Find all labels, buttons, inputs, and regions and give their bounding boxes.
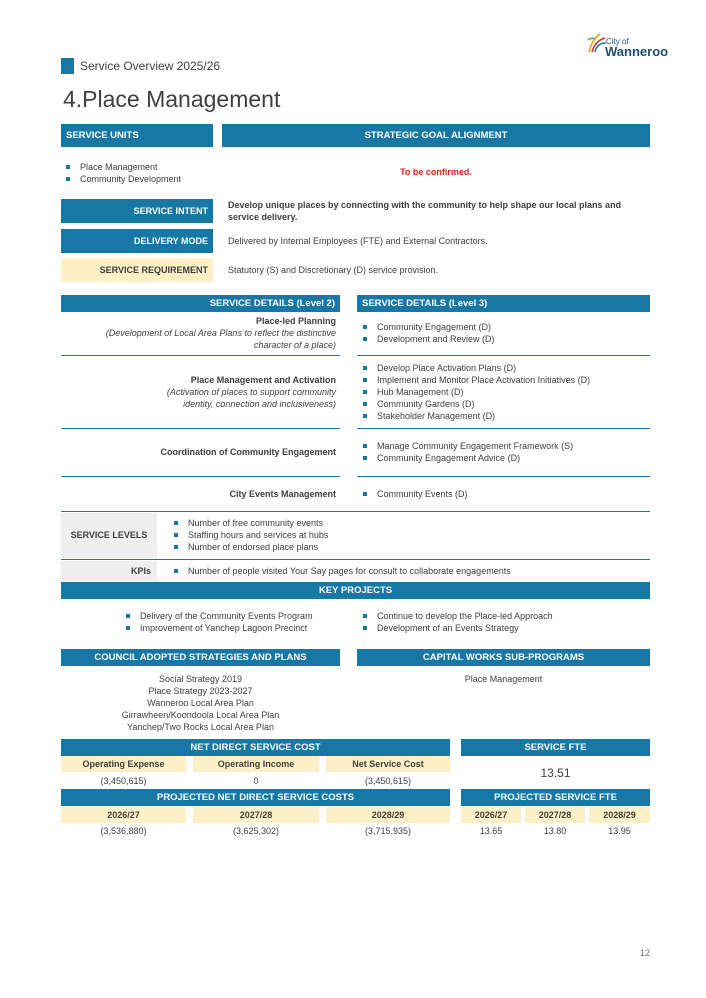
- list-item: Yanchep/Two Rocks Local Area Plan: [127, 722, 274, 732]
- projected-fte-col-header: 2027/28: [525, 807, 585, 823]
- service-detail-title: Place-led Planning: [255, 316, 336, 326]
- projected-fte-col-header: 2026/27: [461, 807, 521, 823]
- service-detail-row: [61, 315, 336, 351]
- divider: [61, 559, 650, 560]
- capital-works-heading: CAPITAL WORKS SUB-PROGRAMS: [357, 649, 650, 666]
- divider: [61, 511, 650, 512]
- service-detail-items: [361, 362, 590, 422]
- net-cost-value: (3,450,615): [100, 776, 147, 786]
- list-item: Stakeholder Management (D): [361, 410, 590, 422]
- key-projects-right: [361, 610, 553, 634]
- projected-fte-value: 13.65: [479, 826, 503, 836]
- projected-costs-heading: PROJECTED NET DIRECT SERVICE COSTS: [61, 789, 450, 806]
- service-levels-list: [172, 517, 328, 553]
- projected-fte-value: 13.95: [608, 826, 631, 836]
- kpis-list: [172, 565, 511, 577]
- list-item: Place Management: [64, 161, 181, 173]
- net-cost-col-header: Operating Expense: [61, 756, 186, 772]
- projected-costs-value: (3,715,935): [364, 826, 412, 836]
- service-units-heading: SERVICE UNITS: [61, 124, 213, 147]
- list-item: Community Engagement (D): [361, 321, 495, 333]
- list-item: Girrawheen/Koondoola Local Area Plan: [121, 710, 280, 720]
- key-projects-left: [124, 610, 313, 634]
- capital-works-list: [357, 673, 650, 685]
- council-strategies-heading: COUNCIL ADOPTED STRATEGIES AND PLANS: [61, 649, 340, 666]
- list-item: Number of people visited Your Say pages for consult to collaborate engagements: [172, 565, 511, 577]
- council-strategies-list: [61, 673, 340, 733]
- divider: [61, 428, 340, 429]
- service-levels-label: SERVICE LEVELS: [61, 513, 157, 558]
- kpis-label: KPIs: [61, 561, 157, 581]
- list-item: Place Strategy 2023-2027: [148, 686, 253, 696]
- net-cost-col-header: Operating Income: [193, 756, 319, 772]
- net-cost-value: 0: [253, 776, 259, 786]
- list-item: Social Strategy 2019: [158, 674, 243, 684]
- service-detail-subtitle: (Activation of places to support community identity, connection and inclusiveness): [166, 387, 336, 409]
- projected-costs-value: (3,536,880): [100, 826, 147, 836]
- strategic-goal-value: To be confirmed.: [400, 167, 472, 177]
- service-detail-title: Coordination of Community Engagement: [160, 447, 336, 457]
- service-requirement-value: Statutory (S) and Discretionary (D) service provision.: [228, 265, 439, 275]
- projected-fte-heading: PROJECTED SERVICE FTE: [461, 789, 650, 806]
- list-item: Implement and Monitor Place Activation Initiatives (D): [361, 374, 590, 386]
- list-item: Place Management: [464, 674, 543, 684]
- service-intent-label: SERVICE INTENT: [61, 199, 213, 223]
- strategic-goal-heading: STRATEGIC GOAL ALIGNMENT: [222, 124, 650, 147]
- page-number: 12: [639, 948, 650, 958]
- service-intent-value: Develop unique places by connecting with the community to help shape our local plans and service delivery.: [228, 200, 622, 222]
- net-cost-value: (3,450,615): [364, 776, 412, 786]
- projected-costs-col-header: 2026/27: [61, 807, 186, 823]
- service-units-list: [64, 161, 181, 185]
- delivery-mode-label: DELIVERY MODE: [61, 229, 213, 253]
- service-requirement-label: SERVICE REQUIREMENT: [61, 258, 213, 282]
- list-item: Community Engagement Advice (D): [361, 452, 573, 464]
- list-item: Number of endorsed place plans: [172, 541, 328, 553]
- projected-costs-value: (3,625,302): [232, 826, 280, 836]
- list-item: Community Events (D): [361, 488, 468, 500]
- divider: [357, 428, 650, 429]
- list-item: Develop Place Activation Plans (D): [361, 362, 590, 374]
- service-detail-subtitle: (Development of Local Area Plans to reflect the distinctive character of a place): [105, 328, 336, 350]
- service-detail-title: City Events Management: [229, 489, 336, 499]
- list-item: Community Gardens (D): [361, 398, 590, 410]
- service-detail-row: [61, 374, 336, 410]
- divider: [357, 476, 650, 477]
- list-item: Manage Community Engagement Framework (S): [361, 440, 573, 452]
- list-item: Number of free community events: [172, 517, 328, 529]
- service-detail-items: [361, 440, 573, 464]
- projected-fte-col-header: 2028/29: [589, 807, 650, 823]
- divider: [357, 355, 650, 356]
- projected-fte-value: 13.80: [543, 826, 567, 836]
- list-item: Hub Management (D): [361, 386, 590, 398]
- section-label: Service Overview 2025/26: [80, 59, 221, 73]
- logo-line1: City of: [606, 37, 629, 46]
- service-detail-items: [361, 321, 495, 345]
- list-item: Development of an Events Strategy: [361, 622, 553, 634]
- list-item: Community Development: [64, 173, 181, 185]
- page-title: 4.Place Management: [63, 86, 281, 112]
- service-details-level3-heading: SERVICE DETAILS (Level 3): [357, 295, 650, 312]
- service-fte-value: 13.51: [540, 766, 571, 780]
- service-fte-heading: SERVICE FTE: [461, 739, 650, 756]
- list-item: Development and Review (D): [361, 333, 495, 345]
- delivery-mode-value: Delivered by Internal Employees (FTE) and External Contractors.: [228, 236, 488, 246]
- service-detail-title: Place Management and Activation: [190, 375, 336, 385]
- list-item: Delivery of the Community Events Program: [124, 610, 313, 622]
- divider: [61, 476, 340, 477]
- list-item: Wanneroo Local Area Plan: [147, 698, 254, 708]
- net-cost-col-header: Net Service Cost: [326, 756, 450, 772]
- key-projects-heading: KEY PROJECTS: [61, 582, 650, 599]
- net-cost-heading: NET DIRECT SERVICE COST: [61, 739, 450, 756]
- list-item: Staffing hours and services at hubs: [172, 529, 328, 541]
- header-marker: [61, 58, 74, 74]
- list-item: Continue to develop the Place-led Approach: [361, 610, 553, 622]
- list-item: Improvement of Yanchep Lagoon Precinct: [124, 622, 313, 634]
- logo-line2: Wanneroo: [605, 44, 669, 59]
- projected-costs-col-header: 2028/29: [326, 807, 450, 823]
- divider: [61, 355, 340, 356]
- service-detail-items: [361, 488, 468, 500]
- projected-costs-col-header: 2027/28: [193, 807, 319, 823]
- city-logo: [586, 28, 676, 64]
- service-details-level2-heading: SERVICE DETAILS (Level 2): [61, 295, 340, 312]
